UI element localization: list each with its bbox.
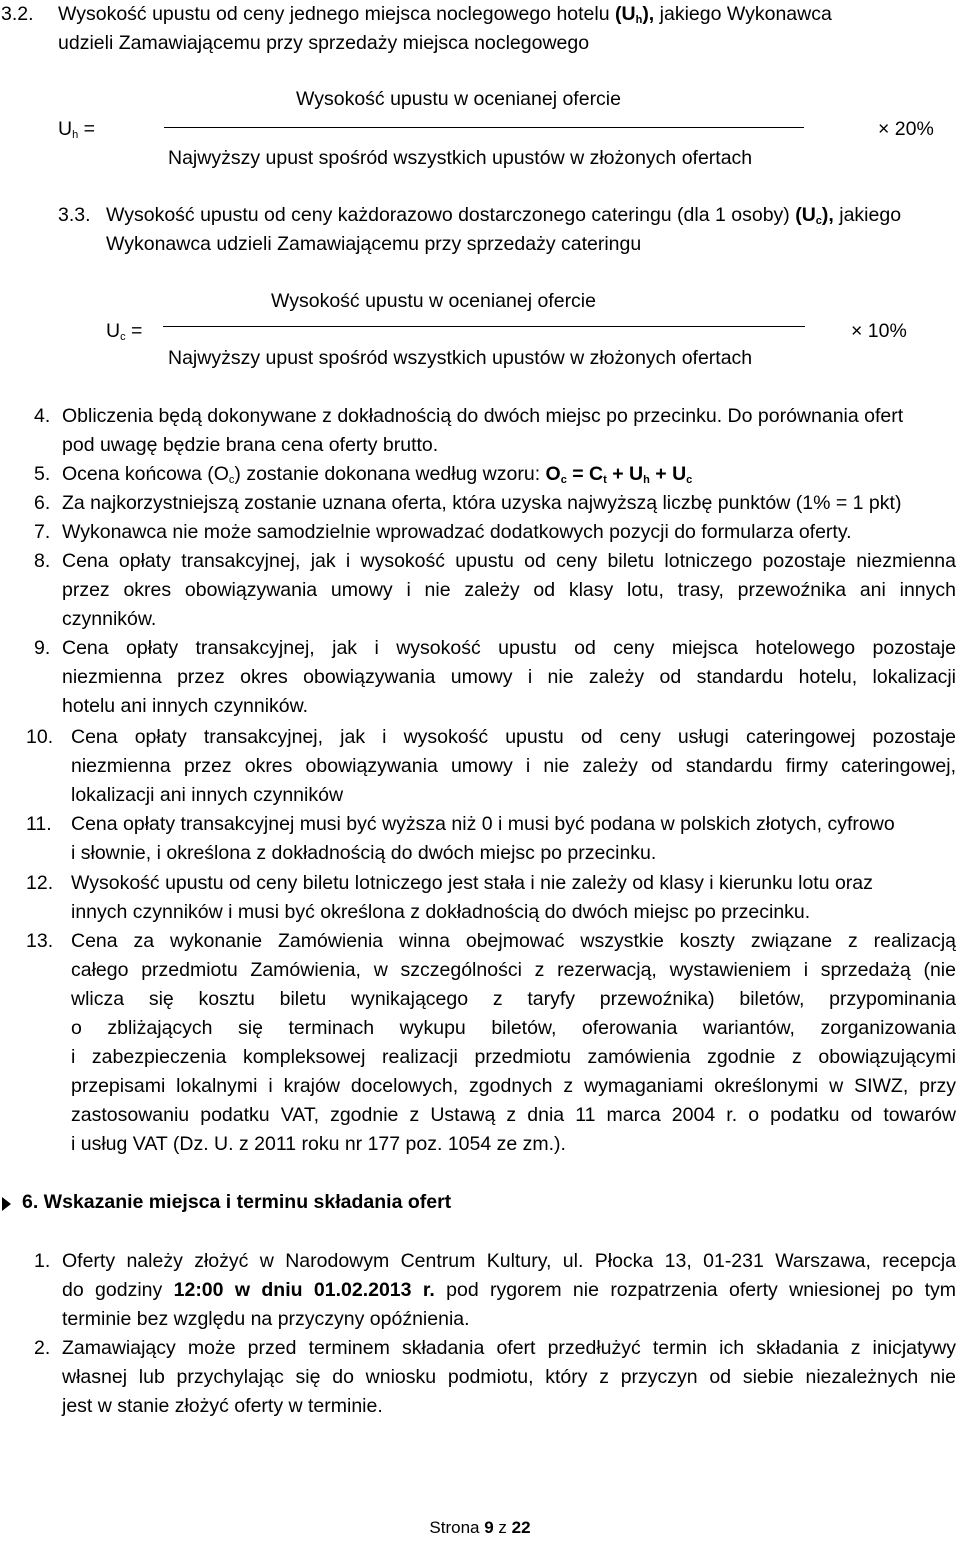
list-item-number: 11. xyxy=(26,813,52,835)
section6-item-1: Oferty należy złożyć w Narodowym Centrum Kultury, ul. Płocka 13, 01-231 Warszawa, recepcja do godziny 12:00 w dniu 01.02.2013 r. pod rygorem nie rozpatrzenia oferty wniesionej po tym terminie bez względu na przyczyny opóźnienia. xyxy=(62,1250,956,1330)
list-item-5: Ocena końcowa $(O_c)$ zostanie dokonana według wzoru: $O_c = C_t + U_h + U_c$ xyxy=(62,463,693,486)
list-item-number: 10. xyxy=(26,726,54,748)
section-number: 3.2. xyxy=(1,3,34,25)
list-item-number: 2. xyxy=(34,1337,51,1359)
deadline: 12:00 w dniu 01.02.2013 r. xyxy=(173,1279,435,1301)
page-footer: Strona 9 z 22 xyxy=(429,1518,531,1537)
list-item-4: Obliczenia będą dokonywane z dokładnością do dwóch miejsc po przecinku. Do porównania ofert pod uwagę będzie brana cena oferty brutto. xyxy=(62,405,904,456)
list-item-8: Cena opłaty transakcyjnej, jak i wysokość upustu od ceny biletu lotniczego pozostaje niezmienna przez okres obowiązywania umowy i nie zależy od klasy lotu, trasy, przewoźnika ani innych czynników. xyxy=(62,550,956,630)
formula-uc-lhs: $U_c$ = xyxy=(106,320,143,343)
section-heading: 6. Wskazanie miejsca i terminu składania ofert xyxy=(22,1191,452,1213)
list-item-number: 7. xyxy=(34,521,51,543)
formula-uc-denominator: Najwyższy upust spośród wszystkich upustów w złożonych ofertach xyxy=(168,347,753,369)
section-3-2-text-line2: udzieli Zamawiającemu przy sprzedaży miejsca noclegowego xyxy=(58,32,590,54)
section-3-3-text: Wysokość upustu od ceny każdorazowo dostarczonego cateringu (dla 1 osoby) $(U_c)$, jakiego xyxy=(106,204,902,227)
section6-item-2: Zamawiający może przed terminem składania ofert przedłużyć termin ich składania z inicjatywy własnej lub przychylając się do wniosku podmiotu, który z przyczyn od siebie niezależnych nie jest w stanie złożyć oferty w terminie. xyxy=(62,1337,956,1417)
list-item-number: 4. xyxy=(34,405,51,427)
list-item-number: 5. xyxy=(34,463,51,485)
list-item-number: 6. xyxy=(34,492,51,514)
section-number: 3.3. xyxy=(58,204,91,226)
list-item-6: Za najkorzystniejszą zostanie uznana oferta, która uzyska najwyższą liczbę punktów (1% = 1 pkt) xyxy=(62,492,902,514)
list-item-9: Cena opłaty transakcyjnej, jak i wysokość upustu od ceny miejsca hotelowego pozostaje niezmienna przez okres obowiązywania umowy i nie zależy od standardu hotelu, lokalizacji hotelu ani innych czynników. xyxy=(62,637,956,717)
final-score-formula: $O_c = C_t + U_h + U_c$ xyxy=(545,463,693,486)
formula-uh-denominator: Najwyższy upust spośród wszystkich upustów w złożonych ofertach xyxy=(168,147,753,169)
list-item-11: Cena opłaty transakcyjnej musi być wyższa niż 0 i musi być podana w polskich złotych, cyfrowo i słownie, i określona z dokładnością do dwóch miejsc po przecinku. xyxy=(71,813,895,864)
formula-uc-numerator: Wysokość upustu w ocenianej ofercie xyxy=(271,290,596,312)
list-item-10: Cena opłaty transakcyjnej, jak i wysokość upustu od ceny usługi cateringowej pozostaje niezmienna przez okres obowiązywania umowy i nie zależy od standardu firmy cateringowej, lokalizacji ani innych czynników xyxy=(71,726,956,806)
section-3-3-text-line2: Wykonawca udzieli Zamawiającemu przy sprzedaży cateringu xyxy=(106,233,642,255)
bullet-arrow-icon xyxy=(2,1197,11,1211)
formula-uc-multiplier: × 10% xyxy=(851,320,907,342)
list-item-number: 12. xyxy=(26,872,54,894)
fraction-line xyxy=(163,326,805,327)
formula-uh-multiplier: × 20% xyxy=(878,118,934,140)
list-item-number: 8. xyxy=(34,550,51,572)
list-item-number: 1. xyxy=(34,1250,51,1272)
fraction-line xyxy=(164,127,804,128)
formula-uh-numerator: Wysokość upustu w ocenianej ofercie xyxy=(296,88,621,110)
section-3-2-text: Wysokość upustu od ceny jednego miejsca noclegowego hotelu $(U_h)$, jakiego Wykonawca xyxy=(58,3,832,26)
list-item-number: 9. xyxy=(34,637,51,659)
list-item-12: Wysokość upustu od ceny biletu lotniczego jest stała i nie zależy od klasy i kierunku lotu oraz innych czynników i musi być określona z dokładnością do dwóch miejsc po przecinku. xyxy=(71,872,873,923)
list-item-13: Cena za wykonanie Zamówienia winna obejmować wszystkie koszty związane z realizacją całego przedmiotu Zamówienia, w szczególności z rezerwacją, wystawieniem i sprzedażą (nie wlicza się kosztu biletu wynikającego z taryfy przewoźnika) biletów, przypominania o zbliżających się terminach wykupu biletów, oferowania wariantów, zorganizowania i zabezpieczenia kompleksowej realizacji przedmiotu zamówienia zgodnie z obowiązującymi przepisami lokalnymi i krajów docelowych, zgodnych z wymaganiami określonymi w SIWZ, przy zastosowaniu podatku VAT, zgodnie z Ustawą z dnia 11 marca 2004 r. o podatku od towarów i usług VAT (Dz. U. z 2011 roku nr 177 poz. 1054 ze zm.). xyxy=(71,930,956,1155)
list-item-7: Wykonawca nie może samodzielnie wprowadzać dodatkowych pozycji do formularza oferty. xyxy=(62,521,852,543)
list-item-number: 13. xyxy=(26,930,54,952)
formula-uh-lhs: $U_h$ = xyxy=(58,118,96,141)
